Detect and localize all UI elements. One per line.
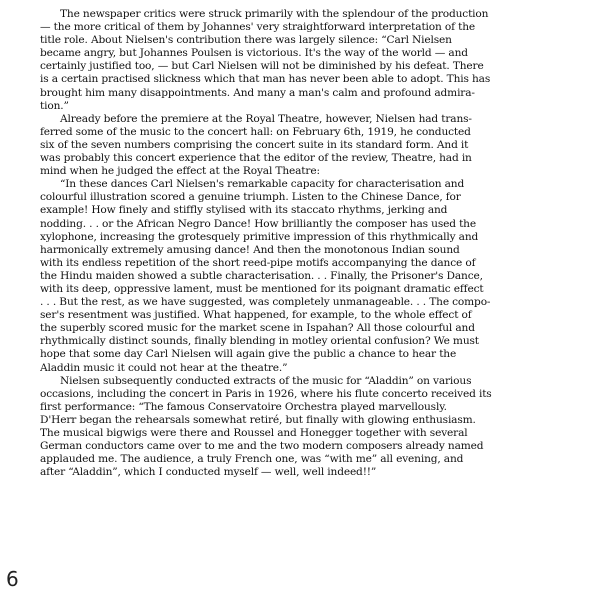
text-line: “In these dances Carl Nielsen's remarkable capacity for characterisation and (60, 178, 465, 191)
text-line: — the more critical of them by Johannes' very straightforward interpretation of the (40, 21, 476, 34)
text-line: Nielsen subsequently conducted extracts of the music for “Aladdin” on various (60, 374, 472, 387)
text-line: first performance: “The famous Conservatoire Orchestra played marvellously. (40, 400, 447, 413)
text-line: mind when he judged the effect at the Royal Theatre: (40, 165, 320, 178)
text-line: tion.” (40, 99, 69, 112)
text-line: German conductors came over to me and the two modern composers already named (40, 440, 484, 453)
text-line: is a certain practised slickness which that man has never been able to adopt. This has (40, 73, 491, 86)
body-text (40, 8, 558, 479)
text-line: D'Herr began the rehearsals somewhat retiré, but finally with glowing enthusiasm. (40, 413, 476, 426)
text-line: ser's resentment was justified. What happened, for example, to the whole effect of (40, 309, 472, 322)
text-line: colourful illustration scored a genuine triumph. Listen to the Chinese Dance, for (40, 191, 461, 204)
text-line: hope that some day Carl Nielsen will again give the public a chance to hear the (40, 348, 457, 361)
text-line: rhythmically distinct sounds, finally blending in motley oriental confusion? We must (40, 335, 479, 348)
text-line: became angry, but Johannes Poulsen is victorious. It's the way of the world — and (40, 47, 468, 60)
text-line: . . . But the rest, as we have suggested, was completely unmanageable. . . The compo- (40, 296, 491, 309)
text-line: certainly justified too, — but Carl Nielsen will not be diminished by his defeat. There (40, 60, 484, 73)
text-line: after “Aladdin”, which I conducted myself — well, well indeed!!” (40, 466, 377, 479)
text-line: The musical bigwigs were there and Roussel and Honegger together with several (40, 427, 468, 439)
text-line: occasions, including the concert in Paris in 1926, where his flute concerto received its (40, 387, 492, 400)
text-line: xylophone, increasing the grotesquely primitive impression of this rhythmically and (40, 230, 479, 243)
text-line: the superbly scored music for the market scene in Ispahan? All those colourful and (40, 322, 475, 335)
page-number: 6 (6, 567, 19, 591)
text-line: nodding. . . or the African Negro Dance! How brilliantly the composer has used the (40, 217, 476, 230)
text-line: the Hindu maiden showed a subtle characterisation. . . Finally, the Prisoner's Dance, (40, 269, 483, 282)
text-line: harmonically extremely amusing dance! And then the monotonous Indian sound (40, 243, 460, 256)
text-line: title role. About Nielsen's contribution there was largely silence: “Carl Nielsen (40, 34, 452, 47)
text-line: brought him many disappointments. And many a man's calm and profound admira- (40, 86, 475, 99)
text-line: The newspaper critics were struck primarily with the splendour of the production (60, 8, 489, 20)
text-line: Already before the premiere at the Royal Theatre, however, Nielsen had trans- (60, 112, 472, 125)
text-line: was probably this concert experience that the editor of the review, Theatre, had in (40, 152, 472, 165)
text-line: example! How finely and stiffly stylised with its staccato rhythms, jerking and (40, 204, 448, 217)
text-line: applauded me. The audience, a truly French one, was “with me” all evening, and (40, 453, 464, 466)
text-line: six of the seven numbers comprising the concert suite in its standard form. And it (40, 138, 469, 151)
text-line: with its deep, oppressive lament, must be mentioned for its poignant dramatic effect (40, 282, 484, 295)
text-line: with its endless repetition of the short reed-pipe motifs accompanying the dance of (40, 256, 476, 269)
text-line: Aladdin music it could not hear at the theatre.” (40, 361, 288, 374)
text-line: ferred some of the music to the concert hall: on February 6th, 1919, he conducted (40, 125, 471, 138)
